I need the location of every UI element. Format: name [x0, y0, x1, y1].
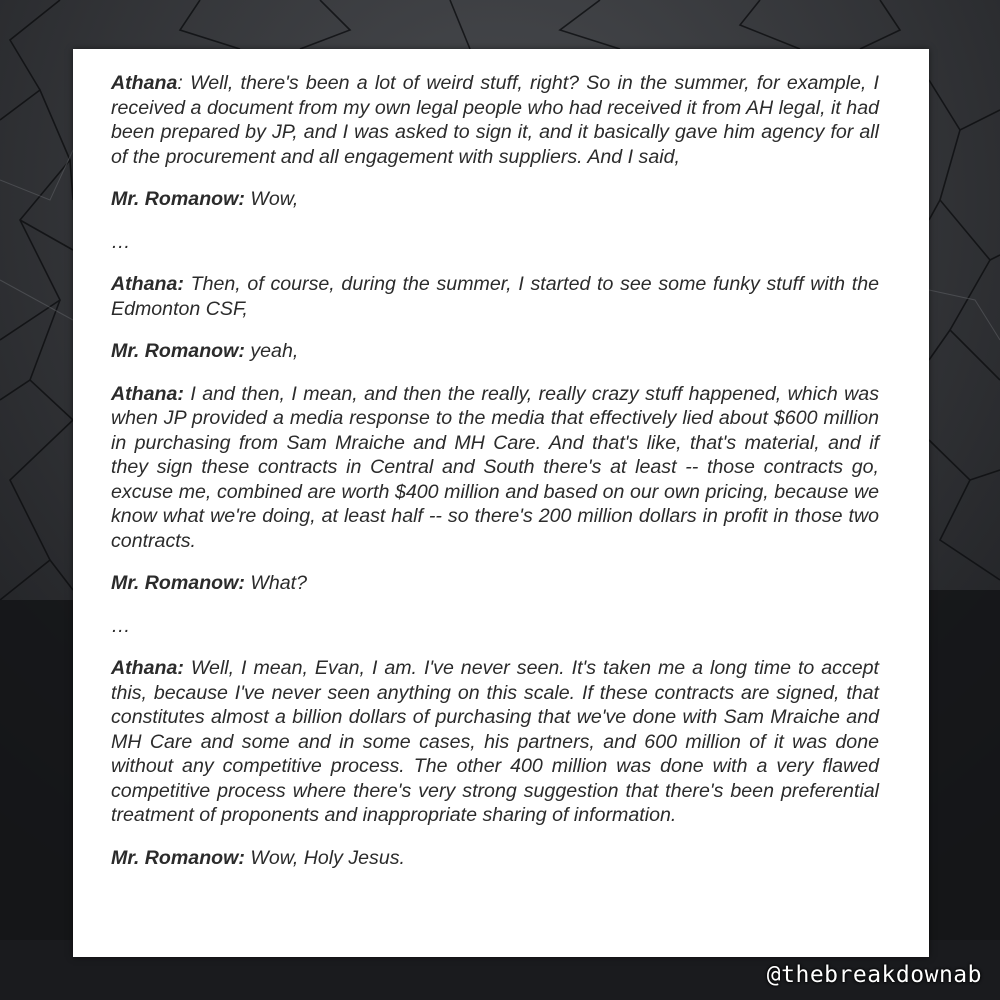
speaker-separator [184, 273, 191, 295]
speaker-separator: : [177, 72, 191, 94]
transcript-entry [111, 656, 879, 828]
omission-ellipsis: … [111, 614, 131, 637]
speaker-name: Athana [111, 72, 178, 94]
speech-text: I and then, I mean, and then the really, really crazy stuff happened, which was when JP provided a media response to the media that effectively lied about $600 million in purchasing from Sam Mraiche and MH Care. And that's like, that's material, and if they sign these contracts in Central and South there's at least -- those contracts go, excuse me, combined are worth $400 million and based on our own pricing, because we know what we're doing, at least half -- so there's 200 million dollars in profit in those two contracts. [111, 382, 879, 552]
speech-text: Well, there's been a lot of weird stuff, right? So in the summer, for example, I received a document from my own legal people who had received it from AH legal, it had been prepared by JP, and I was asked to sign it, and it basically gave him agency for all of the procurement and all engagement with suppliers. And I said, [111, 72, 879, 168]
transcript-entry [111, 71, 879, 169]
speaker-name: Mr. Romanow: [111, 846, 245, 869]
transcript-entry [111, 382, 879, 554]
speech-text: Wow, Holy Jesus. [250, 846, 405, 869]
omission-ellipsis: … [111, 230, 131, 253]
transcript-entry [111, 846, 879, 871]
speaker-name: Athana: [111, 657, 184, 679]
speech-text: Wow, [250, 188, 299, 210]
speech-text: Then, of course, during the summer, I started to see some funky stuff with the Edmonton CSF, [111, 273, 879, 320]
transcript-entry [111, 339, 879, 364]
speaker-name: Athana: [111, 382, 184, 405]
social-handle: @thebreakdownab [766, 962, 982, 988]
transcript-card [73, 49, 929, 957]
speaker-name: Mr. Romanow: [111, 572, 245, 594]
speaker-name: Mr. Romanow: [111, 188, 245, 210]
speech-text: What? [250, 572, 307, 594]
speaker-name: Mr. Romanow: [111, 340, 245, 362]
speaker-name: Athana: [111, 273, 184, 295]
speech-text: yeah, [250, 340, 299, 362]
transcript-entry [111, 187, 879, 212]
speech-text: Well, I mean, Evan, I am. I've never seen. It's taken me a long time to accept this, because I've never seen anything on this scale. If these contracts are signed, that constitutes almost a billion dollars of purchasing that we've done with Sam Mraiche and MH Care and some and in some cases, his partners, and 600 million of it was done without any competitive process. The other 400 million was done with a very flawed competitive process where there's very strong suggestion that there's been preferential treatment of proponents and inappropriate sharing of information. [111, 657, 879, 826]
transcript-entry [111, 272, 879, 321]
speaker-separator [184, 657, 191, 679]
transcript-entry [111, 571, 879, 596]
